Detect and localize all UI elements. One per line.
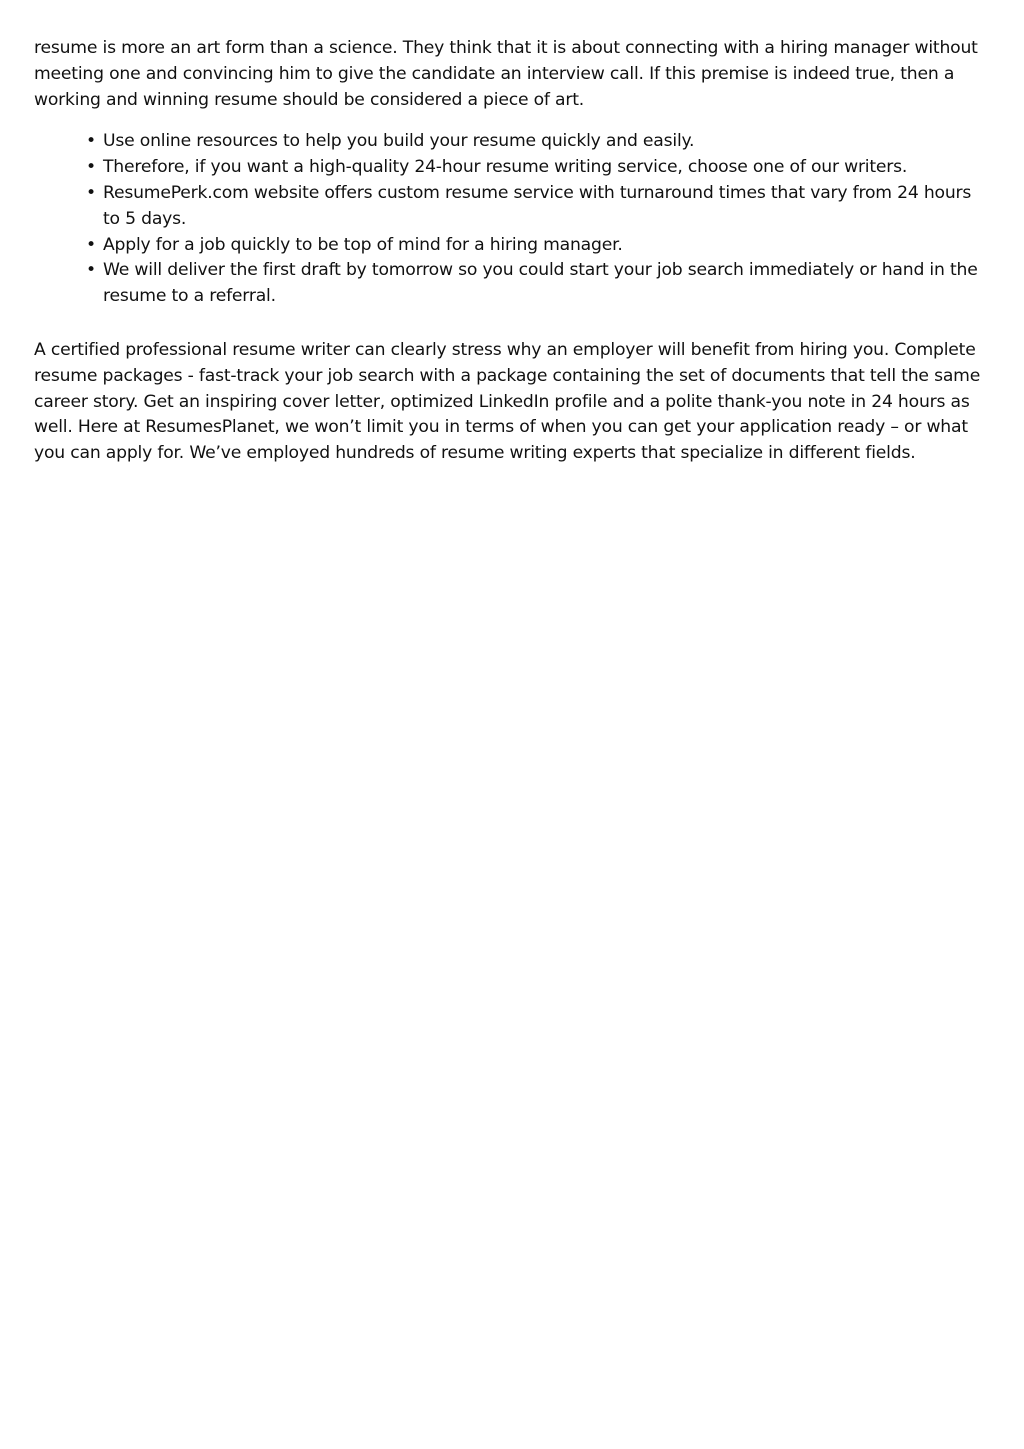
closing-paragraph: A certified professional resume writer can clearly stress why an employer will benefit from hiring you. Complete resume packages - fast-track your job search with a package containing the set of documents that tell the same career story. Get an inspiring cover letter, optimized LinkedIn profile and a polite thank-you note in 24 hours as well. Here at ResumesPlanet, we won’t limit you in terms of when you can get your application ready – or what you can apply for. We’ve employed hundreds of resume writing experts that specialize in different fields.	[34, 339, 981, 464]
list-item	[86, 181, 984, 233]
list-item-text: Apply for a job quickly to be top of mind for a hiring manager.	[103, 234, 623, 255]
list-item	[86, 233, 984, 259]
list-item-text: ResumePerk.com website offers custom resume service with turnaround times that vary from 24 hours to 5 days.	[103, 182, 972, 229]
list-item	[86, 155, 984, 181]
list-item-text: We will deliver the first draft by tomorrow so you could start your job search immediately or hand in the resume to a referral.	[103, 260, 978, 307]
intro-paragraph: resume is more an art form than a science. They think that it is about connecting with a hiring manager without meeting one and convincing him to give the candidate an interview call. If this premise is indeed true, then a working and winning resume should be considered a piece of art.	[34, 38, 978, 110]
list-item	[86, 129, 984, 155]
bullet-dot-icon: •	[86, 131, 96, 152]
bullet-dot-icon: •	[86, 157, 96, 178]
list-item-text: Therefore, if you want a high-quality 24-hour resume writing service, choose one of our writers.	[103, 157, 908, 178]
bullet-list	[34, 129, 984, 310]
list-item-text: Use online resources to help you build your resume quickly and easily.	[103, 131, 695, 152]
bullet-dot-icon: •	[86, 182, 96, 203]
bullet-dot-icon: •	[86, 234, 96, 255]
document-page	[34, 36, 984, 467]
bullet-dot-icon: •	[86, 260, 96, 281]
list-item	[86, 258, 984, 310]
